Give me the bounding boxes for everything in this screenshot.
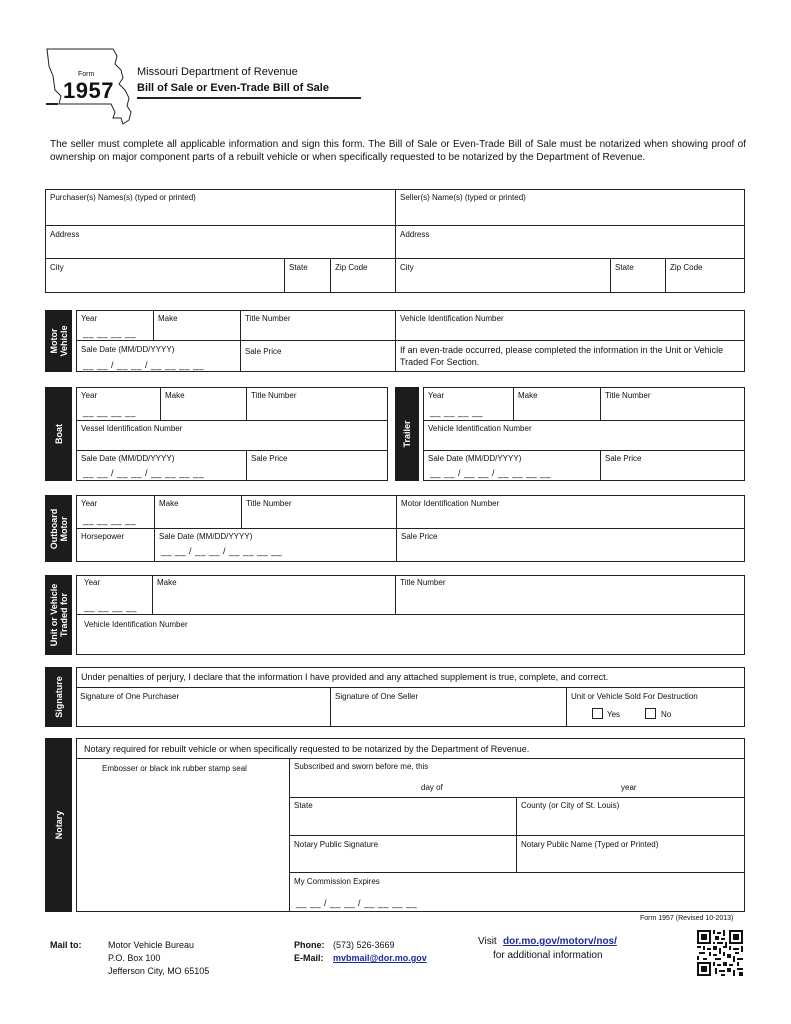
tf-year-field[interactable]: Year — [84, 578, 101, 587]
seller-names-field[interactable]: Seller(s) Name(s) (typed or printed) — [400, 193, 526, 202]
seller-address-field[interactable]: Address — [400, 230, 430, 239]
trailer-title-number-field[interactable]: Title Number — [605, 391, 651, 400]
boat-year-blank: __ __ __ __ — [83, 407, 137, 417]
trailer-sale-date-blank: __ __ / __ __ / __ __ __ __ — [430, 468, 552, 478]
day-of-field[interactable]: day of — [421, 783, 443, 792]
notary-seal-area: Embosser or black ink rubber stamp seal — [102, 764, 247, 773]
destruction-no-checkbox[interactable] — [645, 708, 656, 719]
mv-sale-date-blank: __ __ / __ __ / __ __ __ __ — [83, 360, 205, 370]
purchaser-signature-field[interactable]: Signature of One Purchaser — [80, 692, 180, 701]
mv-vin-field[interactable]: Vehicle Identification Number — [400, 314, 504, 323]
mv-year-field[interactable]: Year — [81, 314, 98, 323]
ob-sale-price-field[interactable]: Sale Price — [401, 532, 438, 541]
sold-for-destruction-label: Unit or Vehicle Sold For Destruction — [571, 692, 698, 701]
trailer-make-field[interactable]: Make — [518, 391, 538, 400]
form-word: Form — [78, 71, 95, 78]
notary-state-field[interactable]: State — [294, 801, 313, 810]
mv-sale-price-field[interactable]: Sale Price — [245, 347, 282, 356]
motor-vehicle-side-label: Motor Vehicle — [45, 310, 72, 372]
mail-city: Jefferson City, MO 65105 — [108, 966, 210, 976]
mv-year-blank: __ __ __ __ — [83, 328, 137, 338]
notary-required-note: Notary required for rebuilt vehicle or when specifically requested to be notarized by the Department of Revenue. — [84, 744, 530, 754]
boat-sale-date-blank: __ __ / __ __ / __ __ __ __ — [83, 468, 205, 478]
mv-make-field[interactable]: Make — [158, 314, 178, 323]
title-underline — [137, 97, 361, 99]
trailer-side-label: Trailer — [395, 387, 419, 481]
ob-year-blank: __ __ __ __ — [83, 515, 137, 525]
visit-label: Visit — [478, 936, 497, 947]
boat-make-field[interactable]: Make — [165, 391, 185, 400]
seller-signature-field[interactable]: Signature of One Seller — [335, 692, 419, 701]
motor-id-field[interactable]: Motor Identification Number — [401, 499, 500, 508]
seller-zip-field[interactable]: Zip Code — [670, 263, 703, 272]
mv-sale-date-field[interactable]: Sale Date (MM/DD/YYYY) — [81, 345, 175, 354]
ob-make-field[interactable]: Make — [159, 499, 179, 508]
notary-year-field[interactable]: year — [621, 783, 637, 792]
trailer-vin-field[interactable]: Vehicle Identification Number — [428, 424, 532, 433]
trailer-year-field[interactable]: Year — [428, 391, 445, 400]
outboard-motor-side-label: Outboard Motor — [45, 495, 72, 562]
qr-code-icon — [697, 930, 743, 976]
traded-for-side-label: Unit or Vehicle Traded for — [45, 575, 72, 655]
trailer-sale-date-field[interactable]: Sale Date (MM/DD/YYYY) — [428, 454, 522, 463]
boat-sale-date-field[interactable]: Sale Date (MM/DD/YYYY) — [81, 454, 175, 463]
website-link[interactable]: dor.mo.gov/motorv/nos/ — [503, 936, 617, 947]
trailer-year-blank: __ __ __ __ — [430, 407, 484, 417]
destruction-no-label: No — [661, 710, 672, 719]
notary-side-label: Notary — [45, 738, 72, 912]
even-trade-note: If an even-trade occurred, please completed the information in the Unit or Vehicle Traded For Section. — [400, 345, 724, 367]
boat-title-number-field[interactable]: Title Number — [251, 391, 297, 400]
form-title: Bill of Sale or Even-Trade Bill of Sale — [137, 82, 329, 94]
mv-title-number-field[interactable]: Title Number — [245, 314, 291, 323]
seller-state-field[interactable]: State — [615, 263, 634, 272]
trailer-sale-price-field[interactable]: Sale Price — [605, 454, 642, 463]
horsepower-field[interactable]: Horsepower — [81, 532, 125, 541]
notary-county-field[interactable]: County (or City of St. Louis) — [521, 801, 620, 810]
commission-date-blank: __ __ / __ __ / __ __ __ __ — [296, 898, 418, 908]
subscribed-sworn-label: Subscribed and sworn before me, this — [294, 762, 429, 771]
perjury-declaration: Under penalties of perjury, I declare that the information I have provided and any attached supplement is true, complete, and correct. — [81, 672, 609, 682]
phone-label: Phone: — [294, 940, 325, 950]
tf-vin-field[interactable]: Vehicle Identification Number — [84, 620, 188, 629]
boat-year-field[interactable]: Year — [81, 391, 98, 400]
mail-to-label: Mail to: — [50, 940, 82, 950]
destruction-yes-checkbox[interactable] — [592, 708, 603, 719]
mail-po-box: P.O. Box 100 — [108, 953, 161, 963]
ob-sale-date-field[interactable]: Sale Date (MM/DD/YYYY) — [159, 532, 253, 541]
vessel-id-field[interactable]: Vessel Identification Number — [81, 424, 183, 433]
purchaser-zip-field[interactable]: Zip Code — [335, 263, 368, 272]
intro-text: The seller must complete all applicable information and sign this form. The Bill of Sale or Even-Trade Bill of Sale must be notarized when showing proof of ownership on major component parts of a rebuilt vehicle or when specifically requested to be notarized by the Department of Revenue. — [50, 139, 746, 163]
purchaser-address-field[interactable]: Address — [50, 230, 80, 239]
header-rule-left — [46, 103, 58, 105]
email-label: E-Mail: — [294, 953, 324, 963]
mail-bureau: Motor Vehicle Bureau — [108, 940, 195, 950]
email-link[interactable]: mvbmail@dor.mo.gov — [333, 953, 427, 963]
tf-year-blank: __ __ __ __ — [84, 602, 138, 612]
tf-make-field[interactable]: Make — [157, 578, 177, 587]
signature-side-label: Signature — [45, 667, 72, 727]
destruction-yes-label: Yes — [607, 710, 621, 719]
seller-city-field[interactable]: City — [400, 263, 414, 272]
ob-year-field[interactable]: Year — [81, 499, 98, 508]
ob-sale-date-blank: __ __ / __ __ / __ __ __ __ — [161, 546, 283, 556]
visit-note: for additional information — [493, 950, 603, 961]
notary-public-name-field[interactable]: Notary Public Name (Typed or Printed) — [521, 840, 659, 849]
trailer-section — [423, 387, 745, 481]
purchaser-state-field[interactable]: State — [289, 263, 308, 272]
department-name: Missouri Department of Revenue — [137, 66, 298, 78]
ob-title-number-field[interactable]: Title Number — [246, 499, 292, 508]
form-revision: Form 1957 (Revised 10-2013) — [640, 915, 734, 922]
purchaser-city-field[interactable]: City — [50, 263, 64, 272]
tf-title-number-field[interactable]: Title Number — [400, 578, 446, 587]
traded-for-section — [76, 575, 745, 655]
boat-section — [76, 387, 388, 481]
commission-expires-field[interactable]: My Commission Expires — [294, 877, 380, 886]
notary-public-signature-field[interactable]: Notary Public Signature — [294, 840, 379, 849]
boat-sale-price-field[interactable]: Sale Price — [251, 454, 288, 463]
boat-side-label: Boat — [45, 387, 72, 481]
phone-number: (573) 526-3669 — [333, 940, 395, 950]
purchaser-names-field[interactable]: Purchaser(s) Names(s) (typed or printed) — [50, 193, 196, 202]
form-number: 1957 — [63, 78, 114, 103]
